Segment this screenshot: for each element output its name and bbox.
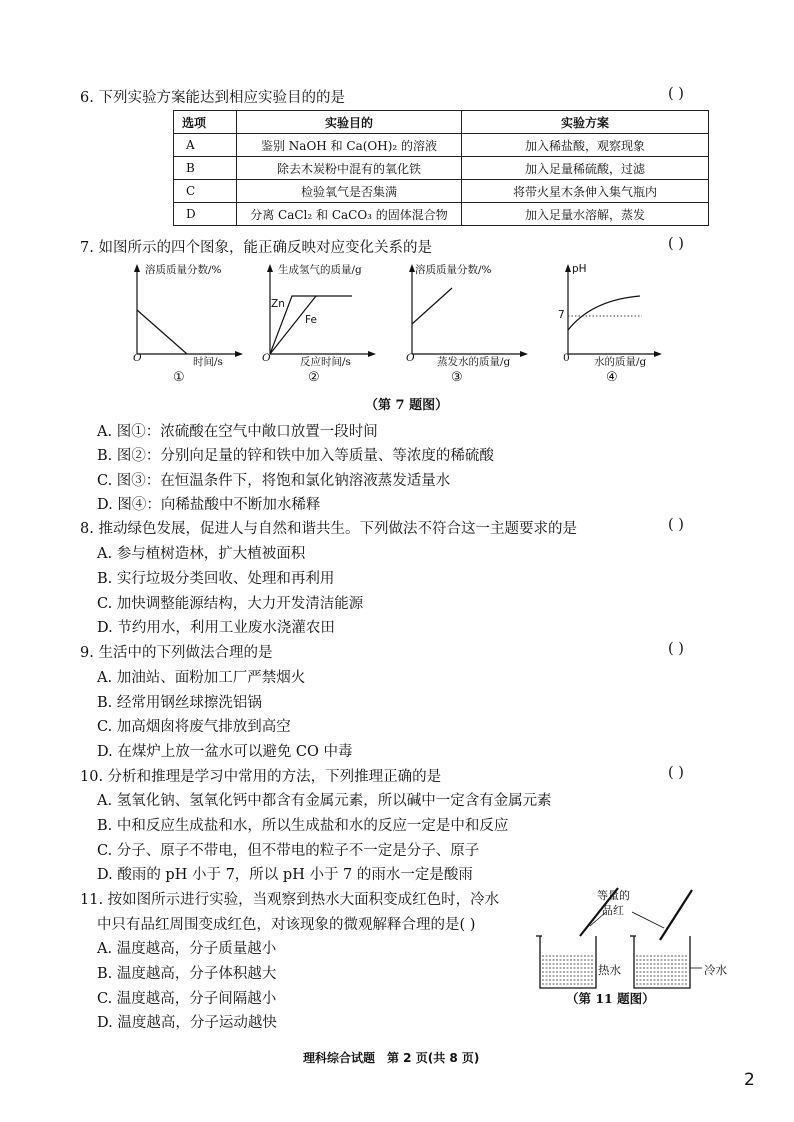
cold-water-level xyxy=(636,956,688,984)
graph-4-number: ④ xyxy=(606,370,618,385)
q10-option-c: C. 分子、原子不带电，但不带电的粒子不一定是分子、原子 xyxy=(97,843,480,859)
graph-3-number: ③ xyxy=(451,370,463,385)
q10-option-b: B. 中和反应生成盐和水，所以生成盐和水的反应一定是中和反应 xyxy=(97,818,509,834)
q6-stem: 6. 下列实验方案能达到相应实验目的的是 xyxy=(80,90,345,106)
graph-1-number: ① xyxy=(173,370,185,385)
q9-option-b: B. 经常用钢丝球擦洗铝锅 xyxy=(97,695,262,711)
table-row xyxy=(174,180,709,203)
q9-option-a: A. 加油站、面粉加工厂严禁烟火 xyxy=(97,670,306,686)
q11-option-a: A. 温度越高，分子质量越小 xyxy=(97,941,277,957)
q8-answer-paren: ( ) xyxy=(668,517,684,533)
table-header: 选项 xyxy=(174,111,237,134)
graph-3-curve xyxy=(412,288,452,324)
q11-option-c: C. 温度越高，分子间隔越小 xyxy=(97,991,277,1007)
graph-2-ylabel: 生成氢气的质量/g xyxy=(278,264,362,276)
table-cell: A xyxy=(174,134,237,157)
q7-stem: 7. 如图所示的四个图象，能正确反映对应变化关系的是 xyxy=(80,240,432,256)
q11-option-d: D. 温度越高，分子运动越快 xyxy=(97,1015,277,1031)
table-header-row xyxy=(174,111,709,134)
q11-beaker-figure xyxy=(530,880,730,996)
table-row xyxy=(174,157,709,180)
table-cell: 将带火星木条伸入集气瓶内 xyxy=(462,180,709,203)
q10-answer-paren: ( ) xyxy=(668,765,684,781)
table-cell: 除去木炭粉中混有的氧化铁 xyxy=(237,157,462,180)
q6-answer-paren: ( ) xyxy=(668,86,684,102)
table-header: 实验方案 xyxy=(462,111,709,134)
graph-2-zn-label: Zn xyxy=(271,298,285,310)
q7-option-c: C. 图③：在恒温条件下，将饱和氯化钠溶液蒸发适量水 xyxy=(97,473,451,489)
q8-option-b: B. 实行垃圾分类回收、处理和再利用 xyxy=(97,571,335,587)
q11-label-equal-amount: 等量的 xyxy=(597,889,630,902)
q8-option-a: A. 参与植树造林，扩大植被面积 xyxy=(97,546,306,562)
q11-figure-caption: （第 11 题图） xyxy=(566,991,655,1006)
q11-stem-line-2: 中只有品红周围变成红色，对该现象的微观解释合理的是( ) xyxy=(97,917,476,933)
table-cell: C xyxy=(174,180,237,203)
table-cell: 加入足量水溶解，蒸发 xyxy=(462,203,709,226)
graph-1 xyxy=(125,258,245,388)
graph-4-tick-7: 7 xyxy=(558,309,565,321)
table-cell: 加入稀盐酸，观察现象 xyxy=(462,134,709,157)
table-row xyxy=(174,134,709,157)
table-cell: 分离 CaCl₂ 和 CaCO₃ 的固体混合物 xyxy=(237,203,462,226)
table-row xyxy=(174,203,709,226)
q10-option-a: A. 氢氧化钠、氢氧化钙中都含有金属元素，所以碱中一定含有金属元素 xyxy=(97,793,552,809)
q11-label-hot-water: 热水 xyxy=(598,963,621,977)
q7-figure-caption: （第 7 题图） xyxy=(365,398,449,413)
q7-answer-paren: ( ) xyxy=(668,236,684,252)
q7-option-d: D. 图④：向稀盐酸中不断加水稀释 xyxy=(97,497,321,513)
graph-2-fe-label: Fe xyxy=(305,314,317,326)
q8-stem: 8. 推动绿色发展，促进人与自然和谐共生。下列做法不符合这一主题要求的是 xyxy=(80,521,577,537)
q9-stem: 9. 生活中的下列做法合理的是 xyxy=(80,645,273,661)
q11-label-cold-water: 冷水 xyxy=(704,963,727,977)
q9-answer-paren: ( ) xyxy=(668,641,684,657)
graph-2-number: ② xyxy=(308,370,320,385)
graph-4-ylabel: pH xyxy=(572,263,587,275)
graph-1-origin: O xyxy=(133,352,142,364)
q8-option-d: D. 节约用水，利用工业废水浇灌农田 xyxy=(97,620,335,636)
table-header: 实验目的 xyxy=(237,111,462,134)
graph-4-xlabel: 水的质量/g xyxy=(594,356,647,368)
q8-option-c: C. 加快调整能源结构，大力开发清洁能源 xyxy=(97,596,364,612)
q6-options-table xyxy=(173,110,709,226)
q10-option-d: D. 酸雨的 pH 小于 7，所以 pH 小于 7 的雨水一定是酸雨 xyxy=(97,867,473,883)
hot-water-level xyxy=(542,956,594,984)
graph-3-xlabel: 蒸发水的质量/g xyxy=(437,356,511,368)
q7-option-a: A. 图①：浓硫酸在空气中敞口放置一段时间 xyxy=(97,424,378,440)
q9-option-d: D. 在煤炉上放一盆水可以避免 CO 中毒 xyxy=(97,744,353,760)
table-cell: 检验氧气是否集满 xyxy=(237,180,462,203)
right-dropper xyxy=(660,890,692,940)
page-number: 2 xyxy=(744,1070,755,1090)
table-cell: 加入足量稀硫酸，过滤 xyxy=(462,157,709,180)
q11-option-b: B. 温度越高，分子体积越大 xyxy=(97,966,277,982)
graph-1-curve xyxy=(137,310,187,354)
graph-3-ylabel: 溶质质量分数/% xyxy=(415,264,492,276)
q7-option-b: B. 图②：分别向足量的锌和铁中加入等质量、等浓度的稀硫酸 xyxy=(97,448,494,464)
q11-stem-line-1: 11. 按如图所示进行实验，当观察到热水大面积变成红色时，冷水 xyxy=(80,892,500,908)
graph-4-origin: 0 xyxy=(563,352,570,364)
graph-1-ylabel: 溶质质量分数/% xyxy=(145,264,222,276)
page-footer: 理科综合试题 第 2 页(共 8 页) xyxy=(303,1051,480,1065)
graph-2-origin: O xyxy=(262,352,271,364)
table-cell: B xyxy=(174,157,237,180)
graph-2-xlabel: 反应时间/s xyxy=(300,356,351,368)
graph-1-xlabel: 时间/s xyxy=(193,356,223,368)
graph-4-curve xyxy=(568,296,640,330)
q11-label-pinhong: 品红 xyxy=(602,904,624,917)
table-cell: D xyxy=(174,203,237,226)
q9-option-c: C. 加高烟囱将废气排放到高空 xyxy=(97,719,291,735)
table-cell: 鉴别 NaOH 和 Ca(OH)₂ 的溶液 xyxy=(237,134,462,157)
graph-3-origin: O xyxy=(406,352,415,364)
q10-stem: 10. 分析和推理是学习中常用的方法，下列推理正确的是 xyxy=(80,769,442,785)
